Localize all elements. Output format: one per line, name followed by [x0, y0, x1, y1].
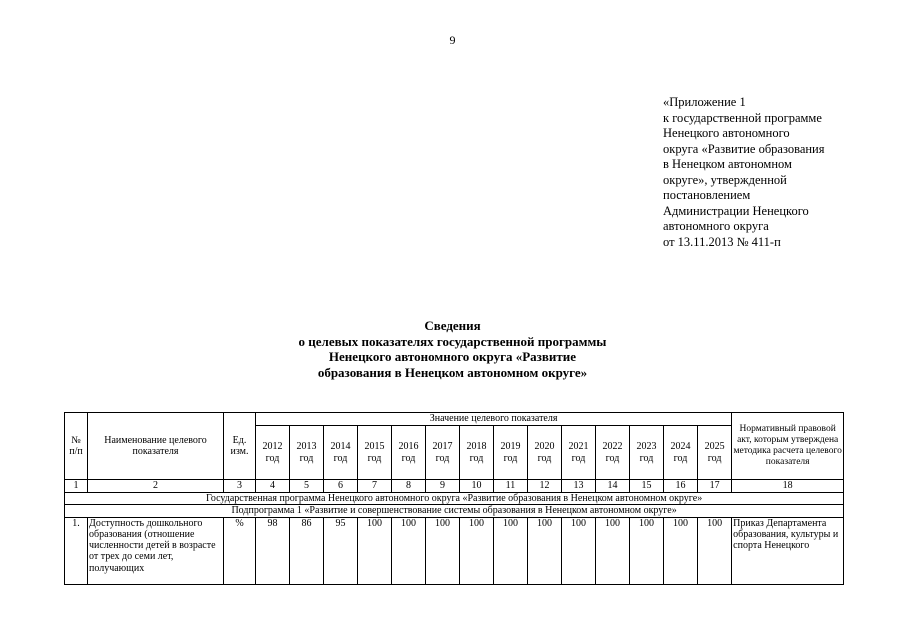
column-number: 9: [426, 480, 460, 493]
header-year: 2019 год: [494, 426, 528, 480]
column-number: 6: [324, 480, 358, 493]
table-header-row: [65, 413, 844, 426]
indicator-unit: %: [224, 517, 256, 584]
indicator-value: 100: [494, 517, 528, 584]
column-number: 10: [460, 480, 494, 493]
indicator-value: 100: [630, 517, 664, 584]
title-line: образования в Ненецком автономном округе»: [317, 364, 588, 380]
column-number: 12: [528, 480, 562, 493]
section-row-subprogram: [65, 505, 844, 518]
column-number: 16: [664, 480, 698, 493]
column-number: 13: [562, 480, 596, 493]
header-year: 2021 год: [562, 426, 596, 480]
appendix-line: округа «Развитие образования: [663, 141, 825, 156]
page-number: 9: [449, 33, 456, 47]
header-year: 2023 год: [630, 426, 664, 480]
header-year: 2018 год: [460, 426, 494, 480]
appendix-line: к государственной программе: [663, 110, 822, 125]
indicators-table: [64, 412, 844, 585]
document-title: [0, 318, 905, 380]
appendix-line: в Ненецком автономном: [663, 157, 792, 171]
appendix-line: округе», утвержденной: [663, 172, 787, 187]
indicator-value: 100: [698, 517, 732, 584]
section-program-title: Государственная программа Ненецкого автономного округа «Развитие образования в Ненецком автономном округе»: [65, 492, 844, 505]
indicator-value: 100: [392, 517, 426, 584]
row-number: 1.: [65, 517, 88, 584]
indicator-value: 100: [528, 517, 562, 584]
indicator-value: 100: [596, 517, 630, 584]
column-number: 5: [290, 480, 324, 493]
title-line: Ненецкого автономного округа «Развитие: [328, 349, 577, 364]
indicator-value: 100: [664, 517, 698, 584]
title-line: Сведения: [424, 318, 481, 333]
indicator-value: 100: [562, 517, 596, 584]
indicator-value: 100: [426, 517, 460, 584]
header-year: 2016 год: [392, 426, 426, 480]
header-no: № п/п: [65, 413, 88, 480]
indicator-value: 100: [460, 517, 494, 584]
appendix-line: автономного округа: [663, 219, 769, 233]
header-year: 2014 год: [324, 426, 358, 480]
column-number: 18: [732, 480, 844, 493]
column-number: 11: [494, 480, 528, 493]
appendix-line: Ненецкого автономного: [663, 126, 790, 140]
column-numbers-row: [65, 480, 844, 493]
header-year: 2017 год: [426, 426, 460, 480]
header-year: 2024 год: [664, 426, 698, 480]
column-number: 4: [256, 480, 290, 493]
header-name: Наименование целевого показателя: [88, 413, 224, 480]
column-number: 2: [88, 480, 224, 493]
table-row: [65, 517, 844, 584]
indicator-value: 95: [324, 517, 358, 584]
column-number: 7: [358, 480, 392, 493]
header-year: 2025 год: [698, 426, 732, 480]
header-year: 2022 год: [596, 426, 630, 480]
appendix-line: от 13.11.2013 № 411-п: [663, 234, 781, 249]
header-year: 2020 год: [528, 426, 562, 480]
header-year: 2012 год: [256, 426, 290, 480]
indicator-value: 98: [256, 517, 290, 584]
column-number: 8: [392, 480, 426, 493]
section-subprogram-title: Подпрограмма 1 «Развитие и совершенствование системы образования в Ненецком автономном округе»: [65, 505, 844, 518]
appendix-line: постановлением: [663, 188, 751, 202]
header-value-group: Значение целевого показателя: [256, 413, 732, 426]
indicator-value: 100: [358, 517, 392, 584]
column-number: 3: [224, 480, 256, 493]
legal-act: Приказ Департамента образования, культуры и спорта Ненецкого: [732, 517, 844, 584]
header-unit: Ед. изм.: [224, 413, 256, 480]
section-row-program: [65, 492, 844, 505]
column-number: 17: [698, 480, 732, 493]
header-legal-act: Нормативный правовой акт, которым утверждена методика расчета целевого показателя: [732, 413, 844, 480]
column-number: 14: [596, 480, 630, 493]
appendix-line: «Приложение 1: [663, 95, 746, 109]
header-year: 2013 год: [290, 426, 324, 480]
appendix-line: Администрации Ненецкого: [663, 203, 809, 218]
indicator-name: Доступность дошкольного образования (отношение численности детей в возрасте от трех до семи лет, получающих: [88, 517, 224, 584]
indicator-value: 86: [290, 517, 324, 584]
column-number: 1: [65, 480, 88, 493]
appendix-note: [663, 95, 825, 250]
column-number: 15: [630, 480, 664, 493]
title-line: о целевых показателях государственной программы: [298, 333, 607, 349]
header-year: 2015 год: [358, 426, 392, 480]
